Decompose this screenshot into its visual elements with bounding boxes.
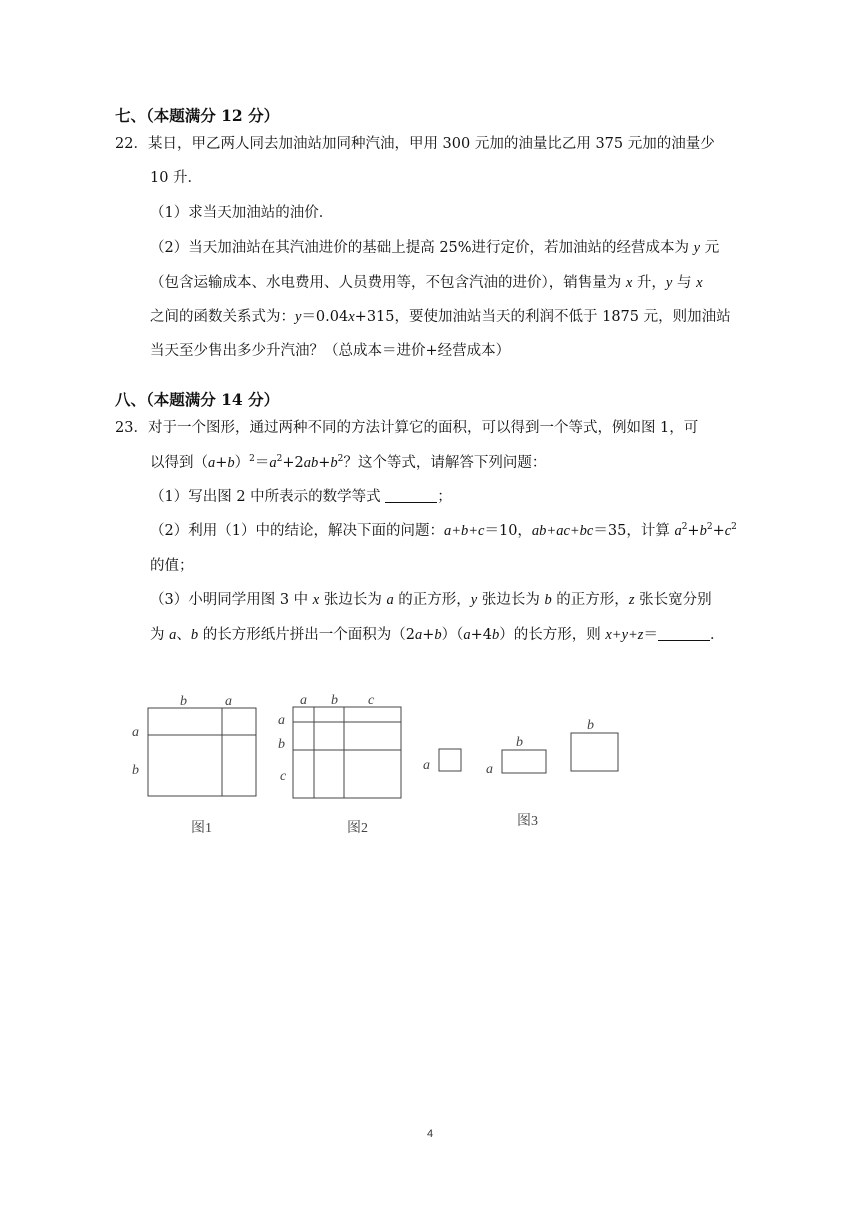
text-run: 为 bbox=[150, 627, 170, 643]
fig1-outer-rect bbox=[148, 708, 256, 796]
superscript: 2 bbox=[276, 454, 283, 464]
var-x: x bbox=[312, 592, 320, 608]
fig1-label-top-b: b bbox=[180, 694, 187, 709]
fig3-label-square-a: a bbox=[423, 758, 430, 773]
var-x: x bbox=[696, 275, 703, 291]
text-run: 以得到（ bbox=[150, 455, 208, 471]
question-22-part-1: （1）求当天加油站的油价． bbox=[150, 205, 334, 221]
answer-blank-2[interactable] bbox=[658, 626, 710, 641]
var-b: b bbox=[434, 627, 442, 643]
var-z: z bbox=[628, 592, 635, 608]
superscript: 2 bbox=[706, 522, 713, 532]
text-run: ＝10， bbox=[484, 523, 532, 539]
var-c: c bbox=[724, 523, 732, 539]
text-run: （2）利用（1）中的结论，解决下面的问题： bbox=[150, 523, 444, 539]
text-run: + bbox=[712, 523, 725, 539]
figure-1 bbox=[148, 708, 256, 796]
section-heading-7: 七、（本题满分 12 分） bbox=[115, 106, 280, 125]
var-b: b bbox=[491, 627, 500, 643]
var-a: a bbox=[169, 627, 177, 643]
text-run: ？这个等式，请解答下列问题： bbox=[343, 455, 547, 471]
text-run: +4 bbox=[470, 627, 492, 643]
text-run: + bbox=[318, 455, 331, 471]
fig1-label-left-a: a bbox=[132, 725, 139, 740]
question-23-line-1: 23．对于一个图形，通过两种不同的方法计算它的面积，可以得到一个等式，例如图 1，可 bbox=[115, 420, 699, 436]
text-run: （2）当天加油站在其汽油进价的基础上提高 25%进行定价，若加油站的经营成本为 bbox=[150, 240, 694, 256]
fig3-rect-ab bbox=[502, 750, 546, 773]
superscript: 2 bbox=[731, 522, 737, 532]
text-run: 与 bbox=[672, 275, 697, 291]
text-run: + bbox=[687, 523, 700, 539]
answer-blank-1[interactable] bbox=[385, 488, 437, 503]
var-a: a bbox=[208, 455, 216, 471]
var-b: b bbox=[227, 455, 235, 471]
var-y: y bbox=[693, 240, 701, 256]
text-run: （3）小明同学用图 3 中 bbox=[150, 592, 313, 608]
var-a: a bbox=[386, 592, 394, 608]
text-run: （包含运输成本、水电费用、人员费用等，不包含汽油的进价），销售量为 bbox=[150, 275, 626, 291]
question-22-part-2-line-4: 当天至少售出多少升汽油？（总成本＝进价+经营成本） bbox=[150, 343, 511, 359]
var-b: b bbox=[544, 592, 552, 608]
text-run: ＝0.04 bbox=[301, 309, 349, 325]
var-y: y bbox=[470, 592, 478, 608]
fig2-label-top-c: c bbox=[368, 693, 375, 708]
var-b: b bbox=[190, 627, 199, 643]
var-a: a bbox=[269, 455, 277, 471]
var-a: a bbox=[463, 627, 471, 643]
fig3-label-rect-b: b bbox=[516, 735, 523, 750]
var-b: b bbox=[699, 523, 707, 539]
text-run: +315，要使加油站当天的利润不低于 1875 元，则加油站 bbox=[354, 309, 731, 325]
question-23-part-2-line-2: 的值； bbox=[150, 558, 194, 574]
figure-2 bbox=[293, 707, 401, 798]
var-a: a bbox=[414, 627, 423, 643]
question-23-line-2 bbox=[150, 453, 546, 473]
text-run: 张边长为 bbox=[319, 592, 387, 608]
question-22-line-1: 22．某日，甲乙两人同去加油站加同种汽油，甲用 300 元加的油量比乙用 375 元加的油量少 bbox=[115, 136, 715, 152]
fig3-square-a bbox=[439, 749, 461, 771]
superscript: 2 bbox=[681, 522, 688, 532]
var-xyz: x+y+z bbox=[605, 627, 644, 643]
fig1-label-left-b: b bbox=[132, 763, 139, 778]
question-23-part-2 bbox=[150, 521, 737, 541]
var-x: x bbox=[348, 309, 355, 325]
fig2-label-left-c: c bbox=[280, 769, 287, 784]
fig2-label-top-b: b bbox=[331, 693, 338, 708]
text-run: ＝ bbox=[254, 455, 270, 471]
text-run: +2 bbox=[282, 455, 304, 471]
fig3-caption: 图3 bbox=[517, 814, 538, 829]
var-y: y bbox=[295, 309, 302, 325]
fig2-outer-rect bbox=[293, 707, 401, 798]
text-run: 升， bbox=[632, 275, 666, 291]
text-run: ． bbox=[709, 627, 725, 643]
text-run: 之间的函数关系式为： bbox=[150, 309, 295, 325]
text-run: ）（ bbox=[441, 627, 464, 643]
var-sum: a+b+c bbox=[443, 523, 485, 539]
fig2-caption: 图2 bbox=[347, 821, 368, 836]
var-x: x bbox=[625, 275, 633, 291]
var-products: ab+ac+bc bbox=[531, 523, 594, 539]
question-23-part-3-line-1 bbox=[150, 590, 712, 610]
question-22-part-2-line-2 bbox=[150, 273, 703, 293]
figure-3 bbox=[439, 733, 618, 773]
page-number: 4 bbox=[426, 1128, 434, 1140]
text-run: 元 bbox=[700, 240, 720, 256]
question-22-part-2-line-3 bbox=[150, 307, 731, 327]
var-ab: ab bbox=[303, 455, 319, 471]
text-run: ） bbox=[234, 455, 250, 471]
var-y: y bbox=[665, 275, 673, 291]
text-run: ； bbox=[437, 489, 452, 505]
figures bbox=[0, 680, 860, 860]
text-run: 的正方形， bbox=[551, 592, 629, 608]
fig1-caption: 图1 bbox=[191, 821, 212, 836]
text-run: ＝ bbox=[643, 627, 658, 643]
fig2-label-left-a: a bbox=[278, 713, 285, 728]
text-run: 的长方形纸片拼出一个面积为（2 bbox=[198, 627, 415, 643]
text-run: + bbox=[422, 627, 435, 643]
var-a: a bbox=[674, 523, 682, 539]
fig2-label-top-a: a bbox=[300, 693, 307, 708]
text-run: ）的长方形，则 bbox=[499, 627, 606, 643]
question-23-part-1 bbox=[150, 487, 452, 507]
fig1-label-top-a: a bbox=[225, 694, 232, 709]
fig3-square-b bbox=[571, 733, 618, 771]
fig3-label-square-b: b bbox=[587, 718, 594, 733]
fig2-label-left-b: b bbox=[278, 737, 285, 752]
text-run: + bbox=[215, 455, 228, 471]
var-b: b bbox=[330, 455, 338, 471]
text-run: （1）写出图 2 中所表示的数学等式 bbox=[150, 489, 386, 505]
question-22-part-2-line-1 bbox=[150, 238, 719, 258]
text-run: 、 bbox=[176, 627, 191, 643]
question-22-line-2: 10 升． bbox=[150, 170, 203, 186]
text-run: 张长宽分别 bbox=[634, 592, 712, 608]
text-run: ＝35，计算 bbox=[593, 523, 675, 539]
section-heading-8: 八、（本题满分 14 分） bbox=[115, 390, 280, 409]
fig3-label-rect-a: a bbox=[486, 762, 493, 777]
question-23-part-3-line-2 bbox=[150, 625, 724, 645]
superscript: 2 bbox=[337, 454, 344, 464]
text-run: 张边长为 bbox=[477, 592, 545, 608]
superscript: 2 bbox=[249, 454, 255, 464]
text-run: 的正方形， bbox=[393, 592, 471, 608]
